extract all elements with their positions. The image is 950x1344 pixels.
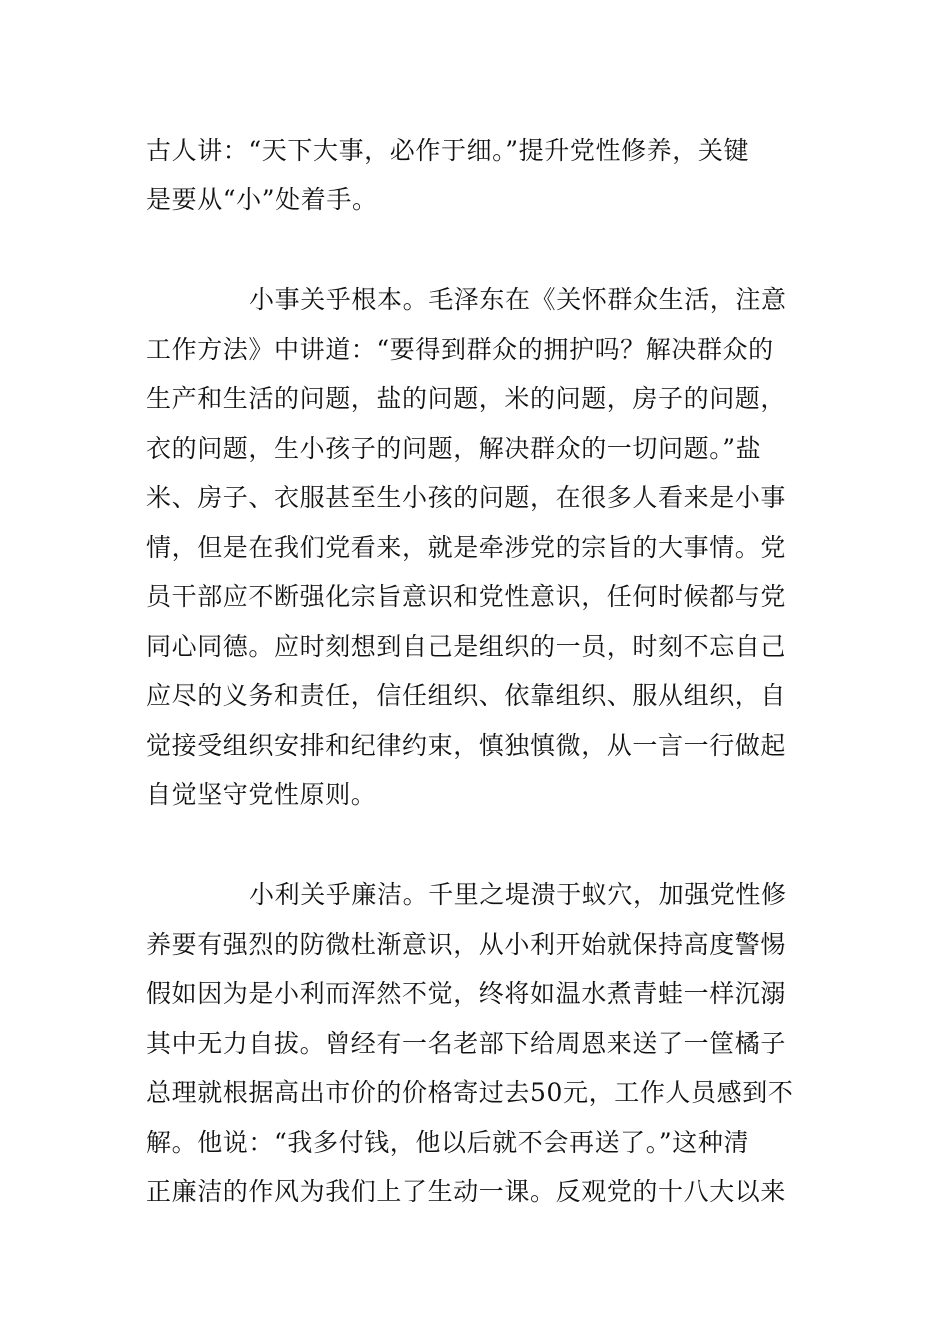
paragraph-2-line-4: 衣的问题，生小孩子的问题，解决群众的一切问题。”盐 [146,434,762,463]
paragraph-2-line-9: 应尽的义务和责任，信任组织、依靠组织、服从组织，自 [146,681,787,710]
paragraph-2-line-10: 觉接受组织安排和纪律约束，慎独慎微，从一言一行做起 [146,731,787,760]
paragraph-3-line-7: 正廉洁的作风为我们上了生动一课。反观党的十八大以来 [146,1177,787,1206]
paragraph-2-line-7: 员干部应不断强化宗旨意识和党性意识，任何时候都与党 [146,582,787,611]
paragraph-2-line-5: 米、房子、衣服甚至生小孩的问题，在很多人看来是小事 [146,483,787,512]
paragraph-2-line-3: 生产和生活的问题，盐的问题，米的问题，房子的问题， [146,384,787,413]
paragraph-2-line-6: 情，但是在我们党看来，就是牵涉党的宗旨的大事情。党 [146,533,787,562]
paragraph-2-line-2: 工作方法》中讲道：“要得到群众的拥护吗？解决群众的 [146,335,774,364]
paragraph-3-line-5: 总理就根据高出市价的价格寄过去50元，工作人员感到不 [146,1078,794,1107]
paragraph-2-line-8: 同心同德。应时刻想到自己是组织的一员，时刻不忘自己 [146,632,787,661]
paragraph-3-line-4: 其中无力自拔。曾经有一名老部下给周恩来送了一筐橘子 [146,1029,787,1058]
paragraph-2-line-1: 小事关乎根本。毛泽东在《关怀群众生活，注意 [249,285,787,314]
paragraph-3-line-1: 小利关乎廉洁。千里之堤溃于蚁穴，加强党性修 [249,880,787,909]
paragraph-3-line-3: 假如因为是小利而浑然不觉，终将如温水煮青蛙一样沉溺 [146,979,787,1008]
paragraph-3-line-6: 解。他说：“我多付钱，他以后就不会再送了。”这种清 [146,1128,750,1157]
paragraph-2-line-11: 自觉坚守党性原则。 [146,780,377,809]
paragraph-3-line-2: 养要有强烈的防微杜渐意识，从小利开始就保持高度警惕 [146,930,787,959]
paragraph-1-line-2: 是要从“小”处着手。 [146,185,378,214]
paragraph-1-line-1: 古人讲：“天下大事，必作于细。”提升党性修养，关键 [146,136,750,165]
